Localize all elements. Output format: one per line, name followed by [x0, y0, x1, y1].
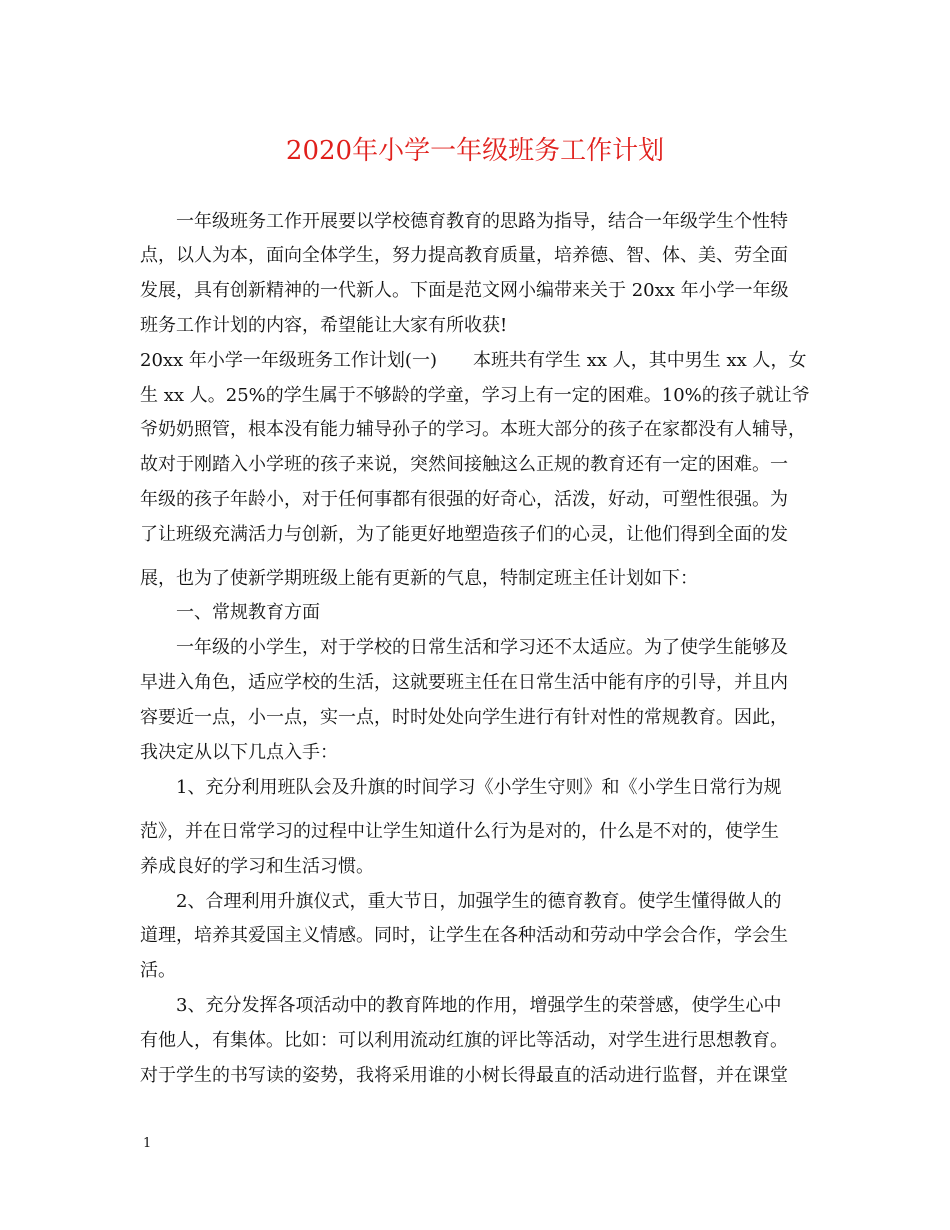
- body-line: 点，以人为本，面向全体学生，努力提高教育质量，培养德、智、体、美、劳全面: [140, 245, 788, 266]
- body-line: 生 xx 人。25%的学生属于不够龄的学童，学习上有一定的困难。10%的孩子就让爷: [140, 385, 810, 406]
- body-line: 了让班级充满活力与创新，为了能更好地塑造孩子们的心灵，让他们得到全面的发: [140, 524, 788, 545]
- body-line: 范》，并在日常学习的过程中让学生知道什么行为是对的，什么是不对的，使学生: [140, 821, 779, 842]
- body-line: 20xx 年小学一年级班务工作计划(一) 本班共有学生 xx 人，其中男生 xx 人，女: [140, 350, 807, 371]
- body-line: 故对于刚踏入小学班的孩子来说，突然间接触这么正规的教育还有一定的困难。一: [140, 454, 788, 475]
- body-line: 有他人，有集体。比如：可以利用流动红旗的评比等活动，对学生进行思想教育。: [140, 1030, 788, 1051]
- section-heading: 一、常规教育方面: [140, 602, 320, 623]
- body-line: 养成良好的学习和生活习惯。: [140, 856, 374, 877]
- body-line: 年级的孩子年龄小，对于任何事都有很强的好奇心，活泼，好动，可塑性很强。为: [140, 489, 788, 510]
- body-line: 道理，培养其爱国主义情感。同时，让学生在各种活动和劳动中学会合作，学会生: [140, 925, 788, 946]
- body-line: 对于学生的书写读的姿势，我将采用谁的小树长得最直的活动进行监督，并在课堂: [140, 1065, 788, 1086]
- document-title: 2020年小学一年级班务工作计划: [285, 136, 665, 166]
- body-line: 我决定从以下几点入手：: [140, 742, 338, 763]
- body-line: 3、充分发挥各项活动中的教育阵地的作用，增强学生的荣誉感，使学生心中: [140, 995, 782, 1016]
- body-line: 1、充分利用班队会及升旗的时间学习《小学生守则》和《小学生日常行为规: [140, 777, 782, 798]
- body-line: 容要近一点，小一点，实一点，时时处处向学生进行有针对性的常规教育。因此，: [140, 707, 788, 728]
- body-line: 2、合理利用升旗仪式，重大节日，加强学生的德育教育。使学生懂得做人的: [140, 891, 782, 912]
- body-line: 班务工作计划的内容，希望能让大家有所收获!: [140, 315, 508, 336]
- body-line: 发展，具有创新精神的一代新人。下面是范文网小编带来关于 20xx 年小学一年级: [140, 280, 789, 301]
- body-line: 早进入角色，适应学校的生活，这就要班主任在日常生活中能有序的引导，并且内: [140, 672, 788, 693]
- body-line: 一年级的小学生，对于学校的日常生活和学习还不太适应。为了使学生能够及: [140, 637, 788, 658]
- body-line: 展，也为了使新学期班级上能有更新的气息，特制定班主任计划如下：: [140, 568, 698, 589]
- body-line: 一年级班务工作开展要以学校德育教育的思路为指导，结合一年级学生个性特: [140, 211, 788, 232]
- body-line: 活。: [140, 960, 176, 981]
- body-line: 爷奶奶照管，根本没有能力辅导孙子的学习。本班大部分的孩子在家都没有人辅导，: [140, 419, 806, 440]
- page-number: 1: [143, 1136, 152, 1151]
